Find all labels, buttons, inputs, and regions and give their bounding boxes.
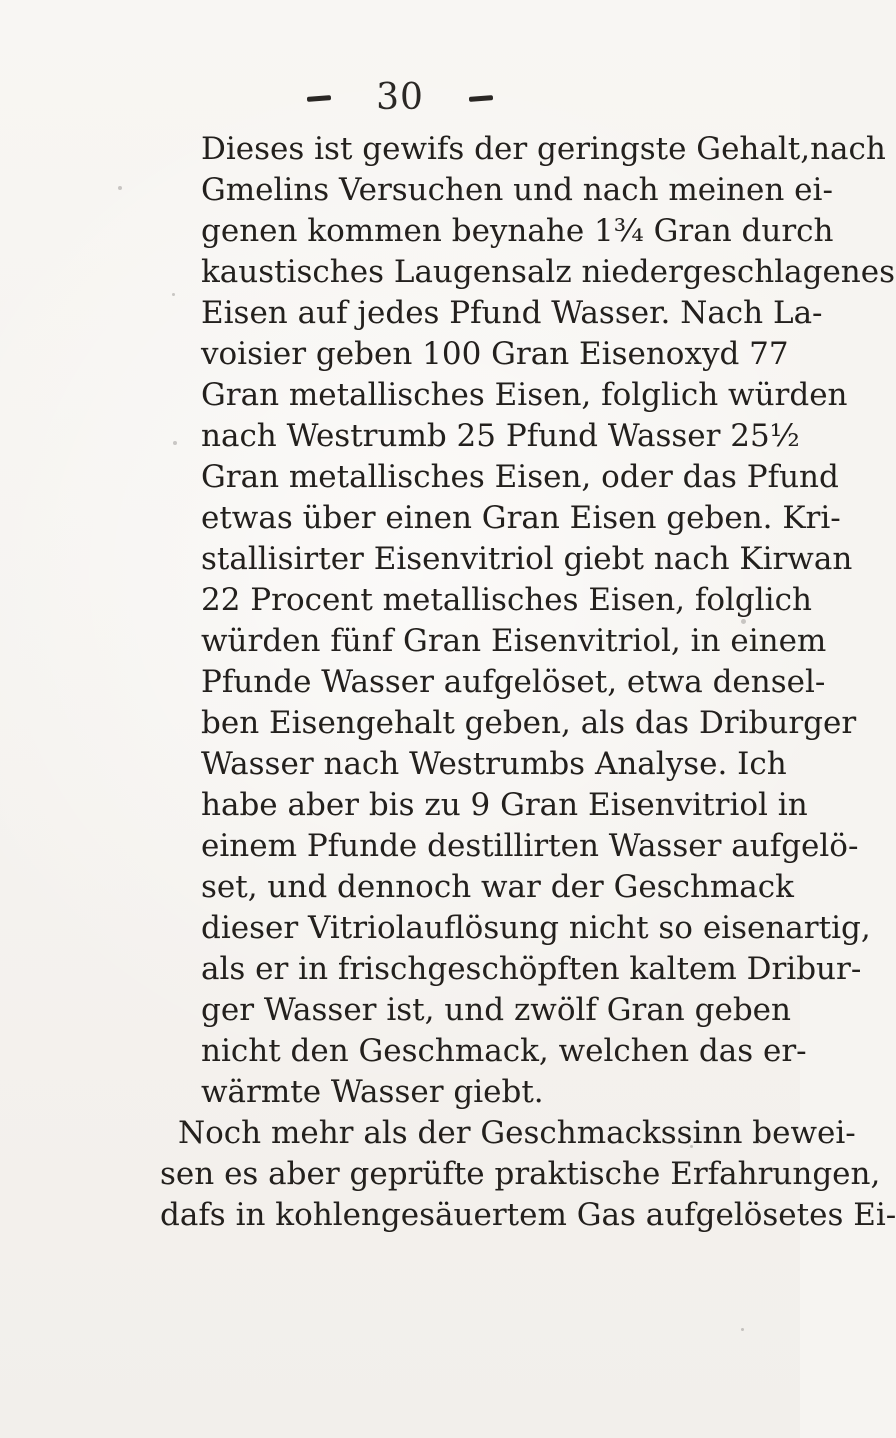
- text-line: Gran metallisches Eisen, oder das Pfund: [201, 459, 839, 495]
- paragraph-end-line: wärmte Wasser giebt.: [201, 1074, 544, 1110]
- paper-speck: [741, 619, 746, 624]
- text-line: voisier geben 100 Gran Eisenoxyd 77: [201, 336, 789, 372]
- text-line: ger Wasser ist, und zwölf Gran geben: [201, 992, 791, 1028]
- text-line: Gmelins Versuchen und nach meinen ei-: [201, 172, 833, 208]
- text-line: nach Westrumb 25 Pfund Wasser 25½: [201, 418, 800, 454]
- text-line: als er in frischgeschöpften kaltem Dribur-: [201, 951, 862, 987]
- body-text: [0, 129, 896, 1236]
- text-line: etwas über einen Gran Eisen geben. Kri-: [201, 500, 841, 536]
- text-line: Eisen auf jedes Pfund Wasser. Nach La-: [201, 295, 823, 331]
- paper-speck: [173, 441, 177, 445]
- text-line: genen kommen beynahe 1¾ Gran durch: [201, 213, 834, 249]
- right-dash-ornament: [469, 95, 493, 102]
- text-line: Gran metallisches Eisen, folglich würden: [201, 377, 848, 413]
- left-dash-ornament: [306, 95, 330, 102]
- text-line: 22 Procent metallisches Eisen, folglich: [201, 582, 812, 618]
- text-line: kaustisches Laugensalz niedergeschlagenes: [201, 254, 896, 290]
- text-line: stallisirter Eisenvitriol giebt nach Kirwan: [201, 541, 853, 577]
- text-line: Dieses ist gewifs der geringste Gehalt,nach: [201, 131, 886, 167]
- page-header: [0, 76, 800, 116]
- page-number: 30: [376, 77, 424, 118]
- text-line: dafs in kohlengesäuertem Gas aufgelösetes Ei-: [160, 1197, 896, 1233]
- text-line: dieser Vitriolauflösung nicht so eisenartig,: [201, 910, 871, 946]
- text-line: einem Pfunde destillirten Wasser aufgelö-: [201, 828, 859, 864]
- paragraph-start-line: Noch mehr als der Geschmackssinn bewei-: [178, 1115, 856, 1151]
- paper-speck: [118, 186, 122, 190]
- text-line: set, und dennoch war der Geschmack: [201, 869, 794, 905]
- text-line: ben Eisengehalt geben, als das Driburger: [201, 705, 857, 741]
- text-line: Pfunde Wasser aufgelöset, etwa densel-: [201, 664, 826, 700]
- text-line: nicht den Geschmack, welchen das er-: [201, 1033, 807, 1069]
- text-line: habe aber bis zu 9 Gran Eisenvitriol in: [201, 787, 808, 823]
- text-line: sen es aber geprüfte praktische Erfahrungen,: [160, 1156, 881, 1192]
- paper-speck: [690, 1145, 693, 1148]
- paper-speck: [172, 293, 175, 296]
- paper-speck: [741, 1328, 744, 1331]
- text-line: würden fünf Gran Eisenvitriol, in einem: [201, 623, 827, 659]
- text-line: Wasser nach Westrumbs Analyse. Ich: [201, 746, 787, 782]
